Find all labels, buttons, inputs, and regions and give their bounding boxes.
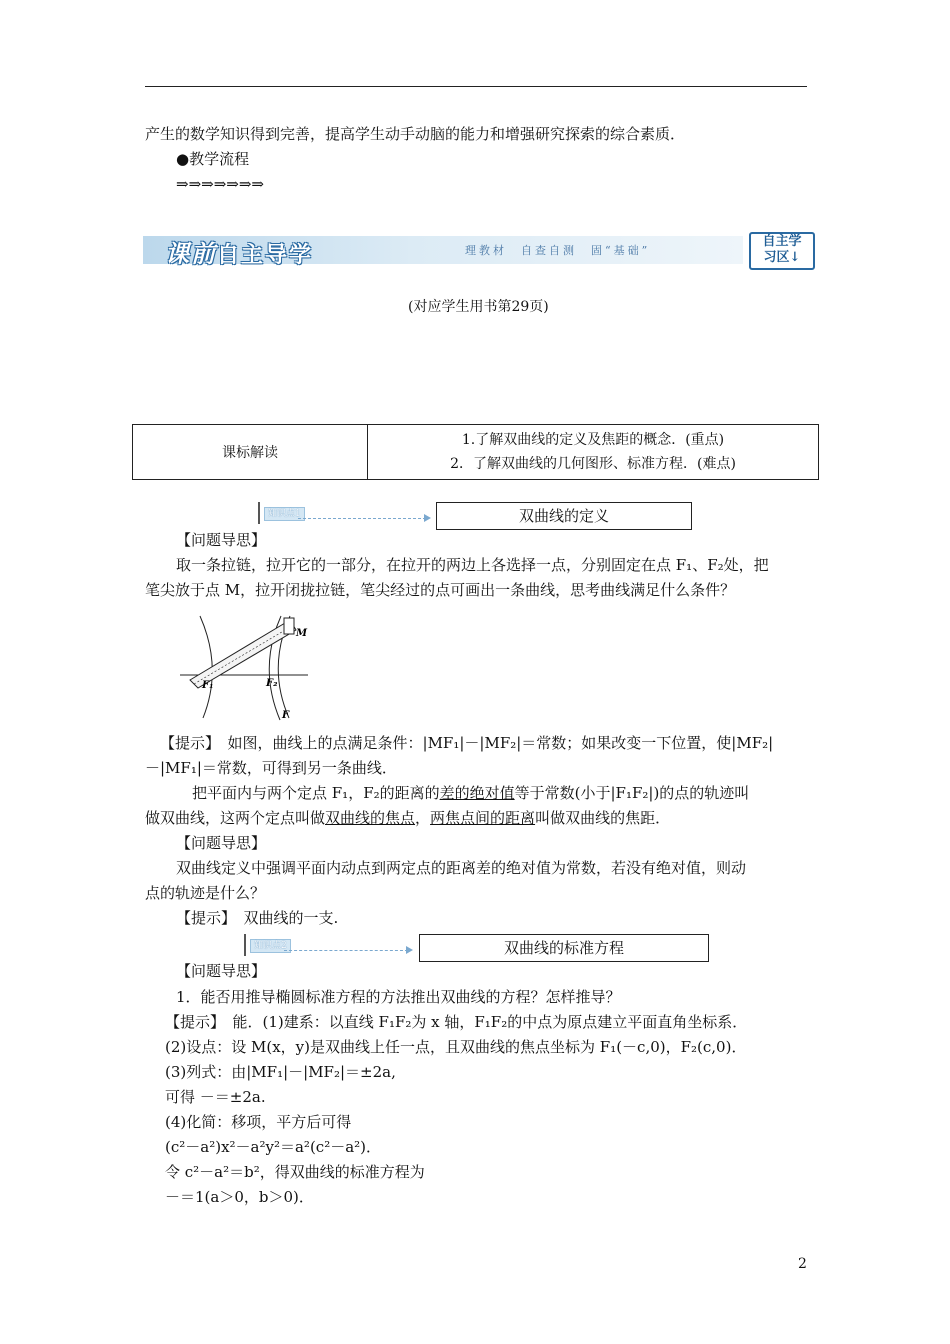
def2-part-a: 做双曲线，这两个定点叫做: [145, 809, 326, 827]
def-term-focal-distance: 两焦点间的距离: [430, 809, 536, 827]
kp1-title: 双曲线的定义: [436, 502, 692, 530]
standards-table: [132, 424, 819, 480]
label-F2: F₂: [266, 678, 278, 689]
section-banner: [143, 230, 817, 272]
banner-title: [165, 234, 313, 269]
kp2-hint-text: 能．(1)建系：以直线 F₁F₂为 x 轴，F₁F₂的中点为原点建立平面直角坐标系．: [217, 1013, 748, 1031]
kp2-step4: (4)化简：移项，平方后可得: [165, 1113, 352, 1131]
kp1-arrow: [298, 518, 426, 520]
kp1-hint2-tag: 【提示】: [176, 909, 229, 927]
def2-part-b: ，: [415, 809, 431, 827]
kp1-hint-line2: －|MF₁|＝常数，可得到另一条曲线．: [145, 759, 397, 777]
kp2-equation-2: 令 c²－a²＝b²，得双曲线的标准方程为: [165, 1163, 425, 1181]
zipper-figure: [178, 608, 312, 724]
kp1-question2-header: 【问题导思】: [176, 834, 267, 852]
kp1-marker-bar: [258, 502, 260, 524]
kp2-arrowhead: [406, 946, 413, 954]
continuation-paragraph: 产生的数学知识得到完善，提高学生动手动脑的能力和增强研究探索的综合素质．: [145, 125, 686, 143]
kp2-step3b: 可得 －＝±2a.: [165, 1088, 266, 1106]
kp1-definition-line1: [192, 784, 749, 803]
def-term-abs-diff: 差的绝对值: [439, 784, 515, 802]
standards-item-1: 1.了解双曲线的定义及焦距的概念．(重点): [461, 432, 725, 448]
kp2-hint: [165, 1013, 747, 1032]
teaching-flow-label: ●教学流程: [176, 150, 250, 168]
kp2-marker: [244, 934, 420, 962]
standards-item-2: 2．了解双曲线的几何图形、标准方程．(难点): [450, 456, 736, 472]
kp2-question-1: 1．能否用推导椭圆标准方程的方法推出双曲线的方程？怎样推导？: [176, 988, 621, 1006]
def2-part-c: 叫做双曲线的焦距．: [535, 809, 671, 827]
kp2-arrow: [284, 950, 408, 952]
kp1-question-header: 【问题导思】: [176, 531, 267, 549]
kp1-tag: 知识点1: [264, 507, 305, 521]
kp1-question-line2: 笔尖放于点 M，拉开闭拢拉链，笔尖经过的点可画出一条曲线，思考曲线满足什么条件？: [145, 581, 736, 599]
kp2-tag: 知识点2: [250, 939, 291, 953]
standards-items: [368, 425, 819, 480]
kp1-marker: [258, 502, 434, 530]
banner-box-line2: 习区↓: [763, 250, 801, 265]
label-M: M: [296, 628, 308, 639]
header-rule: [145, 86, 807, 87]
page-number: 2: [798, 1256, 807, 1272]
kp1-hint2: [176, 909, 338, 928]
kp1-arrowhead: [424, 514, 431, 522]
flow-arrows: ⇒⇒⇒⇒⇒⇒⇒: [176, 175, 264, 193]
left-branch: [200, 616, 212, 718]
kp2-equation-1: (c²－a²)x²－a²y²＝a²(c²－a²)．: [165, 1138, 382, 1156]
label-F: F: [282, 710, 290, 721]
kp2-step3: (3)列式：由|MF₁|－|MF₂|＝±2a,: [165, 1063, 396, 1081]
pen-tip-marker: [284, 618, 294, 634]
banner-subtitle: 理教材 自查自测 固“基础”: [465, 244, 651, 257]
label-F1: F₁: [202, 680, 214, 691]
kp1-definition-line2: [145, 809, 670, 828]
banner-box-line1: 自主学: [762, 234, 802, 249]
def-part-a: 把平面内与两个定点 F₁，F₂的距离的: [192, 784, 440, 802]
banner-zone-box: [749, 232, 815, 270]
kp1-question-line1: 取一条拉链，拉开它的一部分，在拉开的两边上各选择一点，分别固定在点 F₁、F₂处，把: [176, 556, 769, 574]
banner-title-rest: 自主导学: [217, 242, 314, 268]
kp2-equation-3: －＝1(a＞0，b＞0)．: [165, 1188, 314, 1206]
kp2-hint-tag: 【提示】: [165, 1013, 218, 1031]
kp1-hint-line1: 如图，曲线上的点满足条件：|MF₁|－|MF₂|＝常数；如果改变一下位置，使|MF₂|: [212, 734, 774, 752]
def-part-b: 等于常数(小于|F₁F₂|)的点的轨迹叫: [514, 784, 750, 802]
kp1-question2-line1: 双曲线定义中强调平面内动点到两定点的距离差的绝对值为常数，若没有绝对值，则动: [176, 859, 747, 877]
kp2-step2: (2)设点：设 M(x，y)是双曲线上任一点，且双曲线的焦点坐标为 F₁(－c,0)，F₂(c,0)．: [165, 1038, 747, 1056]
kp2-question-header: 【问题导思】: [176, 962, 267, 980]
standards-label: 课标解读: [133, 425, 368, 480]
def-term-foci: 双曲线的焦点: [325, 809, 416, 827]
kp1-hint2-text: 双曲线的一支.: [228, 909, 339, 927]
kp1-question2-line2: 点的轨迹是什么？: [145, 884, 266, 902]
kp2-title: 双曲线的标准方程: [419, 934, 709, 962]
kp1-hint: [160, 734, 773, 753]
kp1-hint-tag: 【提示】: [160, 734, 213, 752]
banner-title-big: 课前: [165, 239, 217, 268]
kp2-marker-bar: [244, 934, 246, 956]
reference-note: (对应学生用书第29页): [408, 299, 549, 315]
